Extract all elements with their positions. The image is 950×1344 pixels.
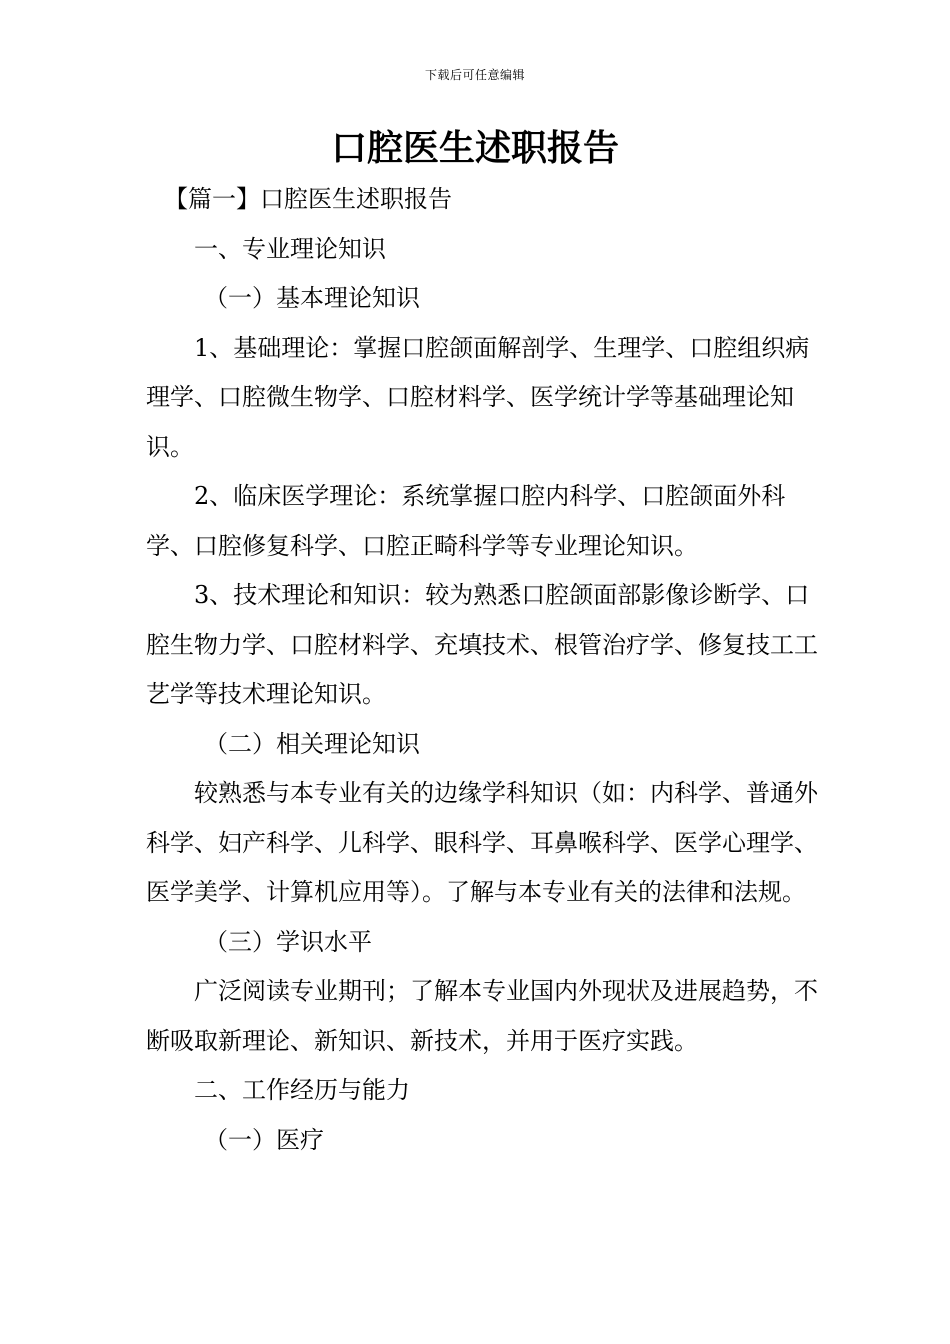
heading-level-2: （三）学识水平	[204, 927, 372, 956]
body-paragraph: 2、临床医学理论：系统掌握口腔内科学、口腔颌面外科学、口腔修复科学、口腔正畸科学等专业理论知识。	[146, 482, 786, 560]
heading-level-2: （二）相关理论知识	[204, 729, 420, 758]
body-paragraph: 3、技术理论和知识：较为熟悉口腔颌面部影像诊断学、口腔生物力学、口腔材料学、充填技术、根管治疗学、修复技工工艺学等技术理论知识。	[146, 581, 818, 708]
document-body	[146, 175, 826, 1165]
body-paragraph: 1、基础理论：掌握口腔颌面解剖学、生理学、口腔组织病理学、口腔微生物学、口腔材料学、医学统计学等基础理论知识。	[146, 333, 810, 461]
document-title: 口腔医生述职报告	[330, 128, 619, 169]
body-paragraph: 广泛阅读专业期刊；了解本专业国内外现状及进展趋势，不断吸取新理论、新知识、新技术，并用于医疗实践。	[146, 977, 818, 1055]
heading-level-2: （一）医疗	[204, 1125, 324, 1154]
heading-level-1: 一、专业理论知识	[194, 234, 386, 263]
section-label: 【篇一】口腔医生述职报告	[164, 185, 452, 213]
heading-level-2: （一）基本理论知识	[204, 284, 420, 312]
body-paragraph: 较熟悉与本专业有关的边缘学科知识（如：内科学、普通外科学、妇产科学、儿科学、眼科学、耳鼻喉科学、医学心理学、医学美学、计算机应用等）。了解与本专业有关的法律和法规。	[146, 779, 818, 906]
heading-level-1: 二、工作经历与能力	[194, 1076, 410, 1104]
header-note: 下载后可任意编辑	[424, 68, 525, 82]
